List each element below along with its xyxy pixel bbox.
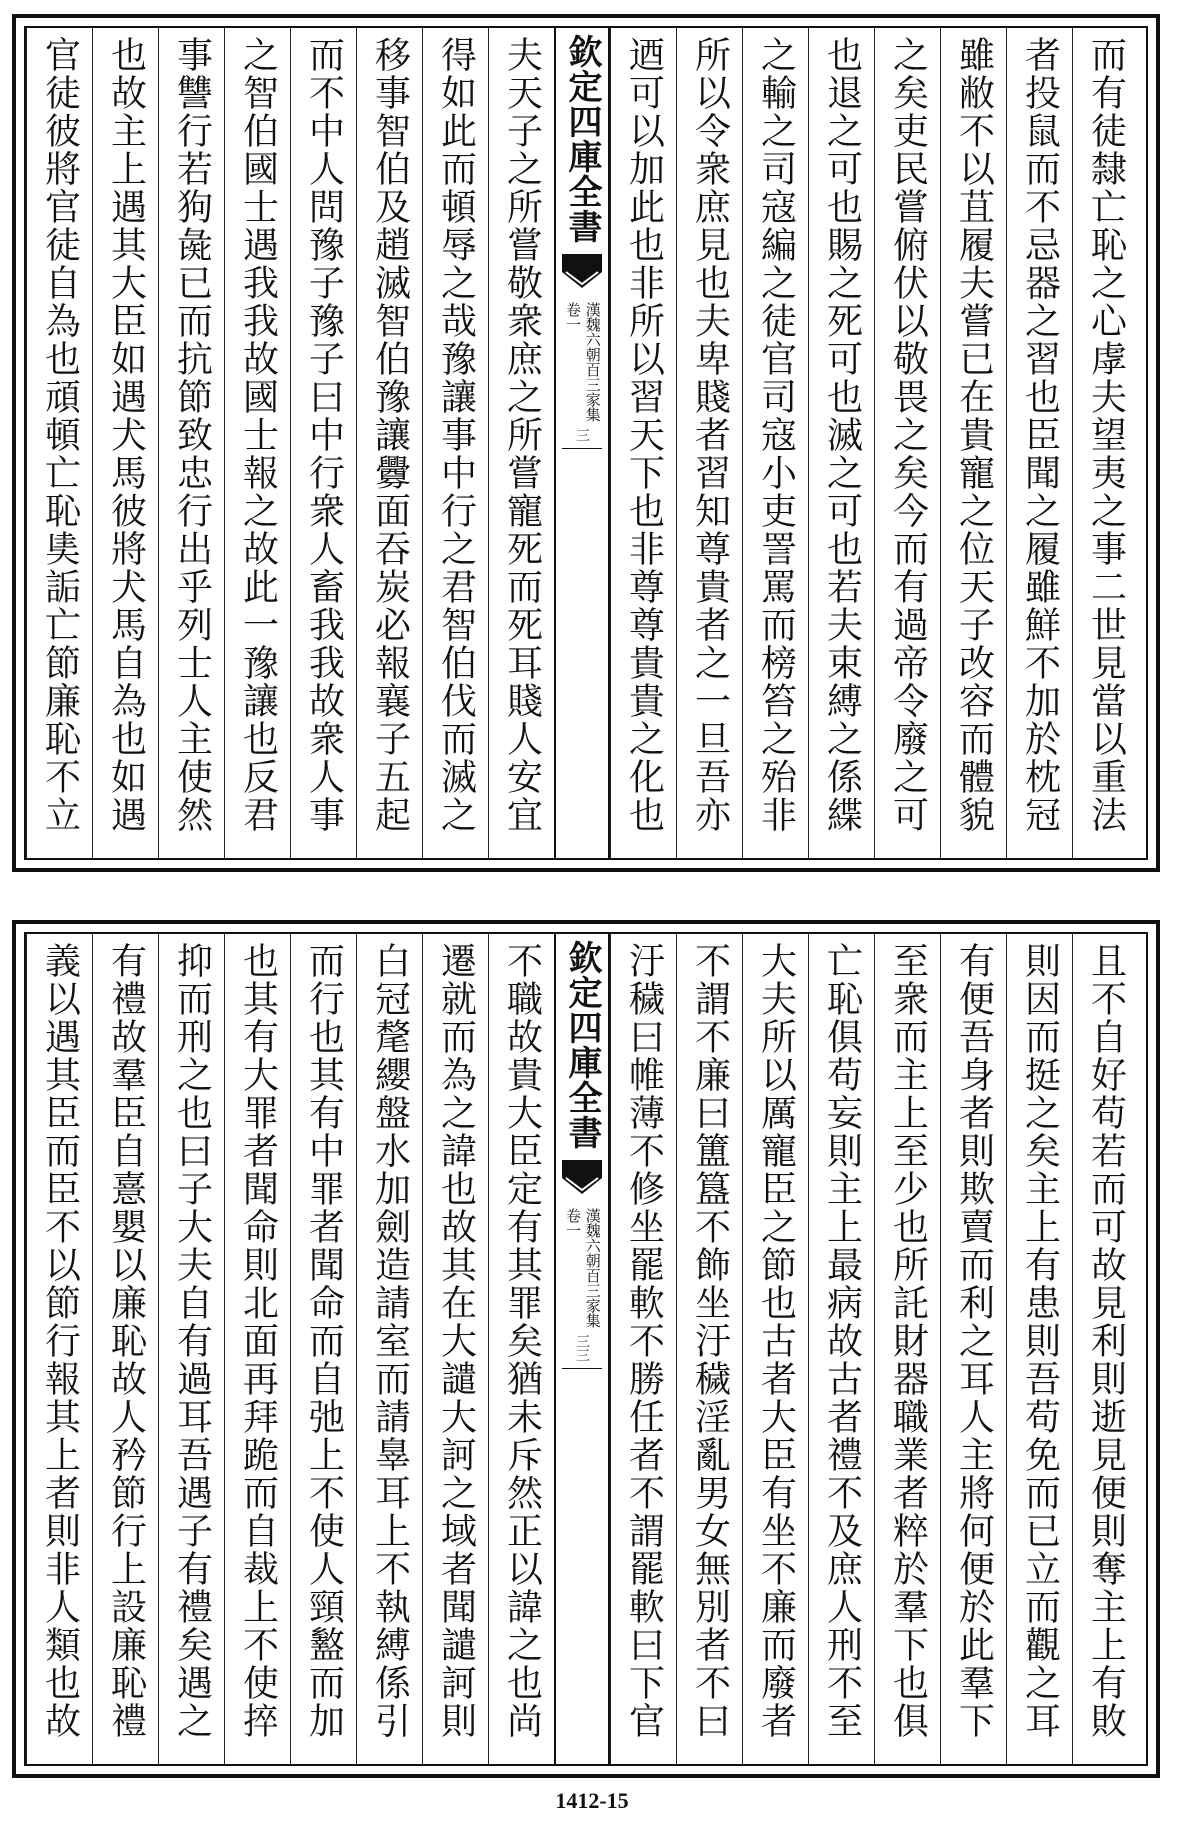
bottom-text-frame xyxy=(24,932,1148,1766)
bottom-panel-right-column-8 xyxy=(610,934,676,1764)
column-text: 者投鼠而不忌器之習也臣聞之履雖鮮不加於枕冠 xyxy=(1019,36,1061,834)
volume-label: 卷一 xyxy=(564,302,582,332)
collection-title: 漢魏六朝百三家集 xyxy=(583,302,602,422)
top-panel-spine xyxy=(554,28,610,858)
column-text: 移事智伯及趙滅智伯豫讓釁面吞炭必報襄子五起 xyxy=(369,36,411,834)
column-text: 之智伯國士遇我我故國士報之故此一豫讓也反君 xyxy=(237,36,279,834)
column-text: 遷就而為之諱也故其在大譴大訶之域者聞譴訶則 xyxy=(435,942,477,1740)
column-text: 而不中人問豫子豫子曰中行衆人畜我我故衆人事 xyxy=(303,36,345,834)
column-text: 抑而刑之也曰子大夫自有過耳吾遇子有禮矣遇之 xyxy=(171,942,213,1740)
top-panel-right-column-2 xyxy=(1006,28,1072,858)
column-text: 而行也其有中罪者聞命而自弛上不使人頸盭而加 xyxy=(303,942,345,1740)
column-text: 大夫所以厲寵臣之節也古者大臣有坐不廉而廢者 xyxy=(755,942,797,1740)
top-panel-left-column-2 xyxy=(422,28,488,858)
top-panel-right-column-7 xyxy=(676,28,742,858)
top-panel-left-column-8 xyxy=(26,28,92,858)
column-text: 得如此而頓辱之哉豫讓事中行之君智伯伐而滅之 xyxy=(435,36,477,834)
bottom-page-panel xyxy=(12,920,1160,1778)
column-text: 迺可以加此也非所以習天下也非尊尊貴貴之化也 xyxy=(623,36,665,834)
spine-subtitle xyxy=(564,1208,600,1328)
top-panel-right-column-3 xyxy=(940,28,1006,858)
top-panel-right-column-4 xyxy=(874,28,940,858)
fishtail-mark-icon xyxy=(560,1158,604,1198)
column-text: 不職故貴大臣定有其罪矣猶未斥然正以諱之也尚 xyxy=(501,942,543,1740)
bottom-panel-left-column-3 xyxy=(356,934,422,1764)
spine-title: 欽定四庫全書 xyxy=(562,34,602,244)
spine-rule xyxy=(562,448,602,449)
column-text: 白冠氂纓盤水加劍造請室而請辠耳上不執縛係引 xyxy=(369,942,411,1740)
spine-subtitle xyxy=(564,302,600,422)
spine-rule xyxy=(562,1368,602,1369)
leaf-number: 三三 xyxy=(574,1334,590,1362)
bottom-panel-left-column-8 xyxy=(26,934,92,1764)
column-text: 雖敝不以苴履夫嘗已在貴寵之位天子改容而體貌 xyxy=(953,36,995,834)
top-panel-right-column-5 xyxy=(808,28,874,858)
collection-title: 漢魏六朝百三家集 xyxy=(583,1208,602,1328)
column-text: 也故主上遇其大臣如遇犬馬彼將犬馬自為也如遇 xyxy=(105,36,147,834)
column-text: 且不自好苟若而可故見利則逝見便則奪主上有敗 xyxy=(1085,942,1127,1740)
bottom-panel-left-column-1 xyxy=(488,934,554,1764)
top-panel-left-column-3 xyxy=(356,28,422,858)
bottom-panel-left-column-5 xyxy=(224,934,290,1764)
volume-label: 卷一 xyxy=(564,1208,582,1238)
column-text: 汙穢曰帷薄不修坐罷軟不勝任者不謂罷軟曰下官 xyxy=(623,942,665,1740)
column-text: 事讐行若狗彘已而抗節致忠行出乎列士人主使然 xyxy=(171,36,213,834)
page-number: 1412-15 xyxy=(555,1788,629,1813)
top-panel-left-column-7 xyxy=(92,28,158,858)
top-page-panel xyxy=(12,14,1160,872)
column-text: 所以令衆庶見也夫卑賤者習知尊貴者之一旦吾亦 xyxy=(689,36,731,834)
bottom-panel-left-column-6 xyxy=(158,934,224,1764)
column-text: 亡恥俱苟妄則主上最病故古者禮不及庶人刑不至 xyxy=(821,942,863,1740)
column-text: 也其有大罪者聞命則北面再拜跪而自裁上不使捽 xyxy=(237,942,279,1740)
spine-title: 欽定四庫全書 xyxy=(562,940,602,1150)
bottom-panel-right-column-7 xyxy=(676,934,742,1764)
top-panel-right-column-8 xyxy=(610,28,676,858)
bottom-panel-left-column-7 xyxy=(92,934,158,1764)
column-text: 則因而挺之矣主上有患則吾苟免而已立而觀之耳 xyxy=(1019,942,1061,1740)
column-text: 官徒彼將官徒自為也頑頓亡恥奊詬亡節廉恥不立 xyxy=(39,36,81,834)
bottom-panel-right-column-1 xyxy=(1072,934,1138,1764)
column-text: 之輸之司寇編之徒官司寇小吏詈罵而榜笞之殆非 xyxy=(755,36,797,834)
top-panel-left-column-6 xyxy=(158,28,224,858)
top-text-frame xyxy=(24,26,1148,860)
leaf-number: 三 xyxy=(574,428,590,442)
column-text: 之矣吏民嘗俯伏以敬畏之矣今而有過帝令廢之可 xyxy=(887,36,929,834)
column-text: 不謂不廉曰簠簋不飾坐汙穢淫亂男女無別者不曰 xyxy=(689,942,731,1740)
top-panel-left-column-4 xyxy=(290,28,356,858)
bottom-panel-right-column-6 xyxy=(742,934,808,1764)
bottom-panel-spine xyxy=(554,934,610,1764)
bottom-panel-right-column-5 xyxy=(808,934,874,1764)
top-panel-left-column-5 xyxy=(224,28,290,858)
bottom-panel-left-column-4 xyxy=(290,934,356,1764)
top-panel-left-column-1 xyxy=(488,28,554,858)
fishtail-mark-icon xyxy=(560,252,604,292)
column-text: 義以遇其臣而臣不以節行報其上者則非人類也故 xyxy=(39,942,81,1740)
column-text: 至衆而主上至少也所託財器職業者粹於羣下也俱 xyxy=(887,942,929,1740)
bottom-panel-left-column-2 xyxy=(422,934,488,1764)
bottom-panel-right-column-4 xyxy=(874,934,940,1764)
top-panel-right-column-1 xyxy=(1072,28,1138,858)
bottom-panel-right-column-2 xyxy=(1006,934,1072,1764)
top-panel-right-column-6 xyxy=(742,28,808,858)
column-text: 也退之可也賜之死可也滅之可也若夫束縛之係緤 xyxy=(821,36,863,834)
column-text: 夫天子之所嘗敬衆庶之所嘗寵死而死耳賤人安宜 xyxy=(501,36,543,834)
bottom-panel-right-column-3 xyxy=(940,934,1006,1764)
column-text: 而有徒隸亡恥之心虖夫望夷之事二世見當以重法 xyxy=(1085,36,1127,834)
column-text: 有便吾身者則欺賣而利之耳人主將何便於此羣下 xyxy=(953,942,995,1740)
column-text: 有禮故羣臣自憙嬰以廉恥故人矜節行上設廉恥禮 xyxy=(105,942,147,1740)
